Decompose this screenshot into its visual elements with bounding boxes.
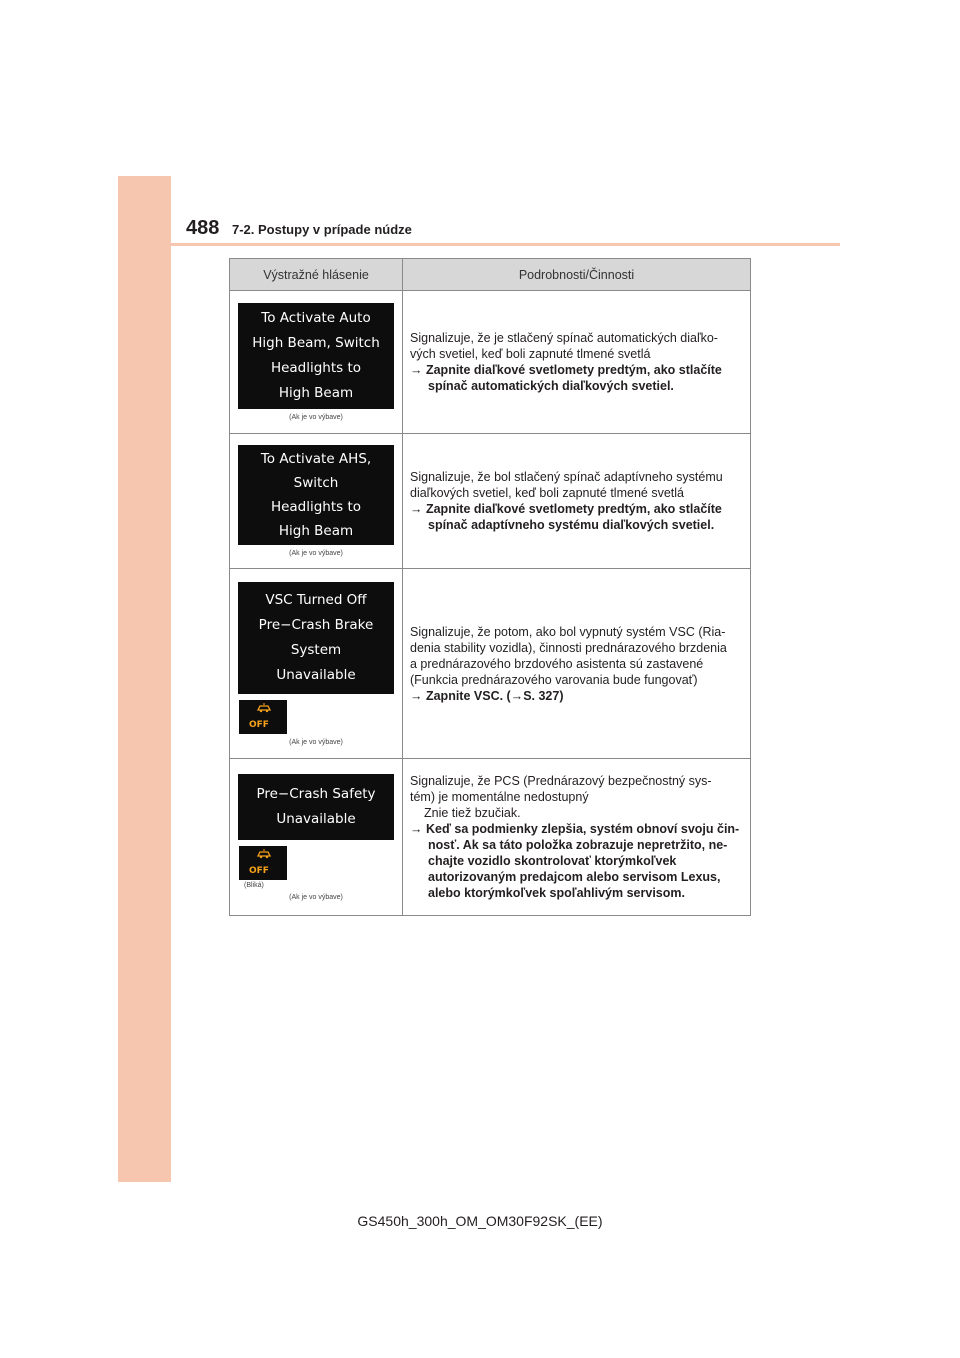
document-footer: GS450h_300h_OM_OM30F92SK_(EE) (357, 1213, 603, 1229)
screen-line: Unavailable (276, 666, 356, 683)
availability-note: (Ak je vo výbave) (289, 414, 343, 421)
warning-display-screen (238, 445, 394, 545)
screen-line: Unavailable (276, 810, 356, 827)
table-row (230, 569, 751, 759)
off-label: OFF (249, 865, 269, 876)
car-collision-icon (256, 703, 272, 713)
description-line: Signalizuje, že bol stlačený spínač adaptívneho systému (410, 470, 723, 484)
buzzer-note: Znie tiež bzučiak. (424, 806, 521, 820)
warning-display-screen (238, 582, 394, 694)
screen-line: Pre−Crash Brake (258, 616, 374, 633)
description-line: (Funkcia prednárazového varovania bude fungovať) (410, 672, 698, 687)
action-text: → Zapnite VSC. (→S. 327) (410, 688, 564, 703)
blink-note: (Bliká) (244, 881, 264, 889)
availability-note: (Ak je vo výbave) (289, 738, 343, 746)
side-color-band (118, 176, 171, 1182)
description-line: Signalizuje, že PCS (Prednárazový bezpečnostný sys- (410, 774, 712, 788)
screen-line: High Beam, Switch (252, 335, 380, 351)
description-line: a prednárazového brzdového asistenta sú zastavené (410, 656, 704, 671)
action-text: → Zapnite diaľkové svetlomety predtým, ako stlačíte spínač adaptívneho systému diaľkových svetiel. (410, 502, 722, 532)
warning-image-cell (230, 291, 403, 434)
description-line: diaľkových svetiel, keď boli zapnuté tlmené svetlá (410, 486, 684, 500)
warning-image-cell (230, 569, 403, 759)
description-line: vých svetiel, keď boli zapnuté tlmené svetlá (410, 347, 651, 361)
screen-line: High Beam (278, 523, 354, 539)
warning-display-screen (238, 303, 394, 409)
screen-line: Headlights to (270, 499, 362, 515)
screen-line: VSC Turned Off (265, 591, 367, 608)
section-title: 7-2. Postupy v prípade núdze (232, 222, 412, 237)
pcs-off-warning-icon (239, 846, 287, 880)
car-collision-icon (256, 849, 272, 859)
table-header-row (230, 259, 751, 291)
screen-line: To Activate AHS, (260, 451, 372, 467)
table-row (230, 759, 751, 916)
warning-table (229, 258, 751, 916)
warning-display-screen (238, 774, 394, 840)
header-rule (118, 243, 840, 246)
screen-line: Switch (293, 475, 339, 491)
details-cell (403, 291, 751, 434)
screen-line: Pre−Crash Safety (256, 785, 376, 802)
warning-image-cell (230, 759, 403, 916)
description-line: tém) je momentálne nedostupný (410, 790, 589, 804)
action-text: → Zapnite diaľkové svetlomety predtým, ako stlačíte spínač automatických diaľkových svetiel. (410, 363, 722, 393)
screen-line: To Activate Auto (261, 310, 371, 326)
pcs-off-warning-icon (239, 700, 287, 734)
action-text: → Keď sa podmienky zlepšia, systém obnoví svoju čin- nosť. Ak sa táto položka zobrazuje nepretržito, ne- chajte vozidlo skontrolovať ktorýmkoľvek autorizovaným predajcom alebo servisom Lexus, alebo ktorýmkoľvek spoľahlivým servisom. (410, 822, 740, 900)
warning-image-cell (230, 434, 403, 569)
description-line: Signalizuje, že je stlačený spínač automatických diaľko- (410, 331, 718, 345)
details-cell (403, 434, 751, 569)
availability-note: (Ak je vo výbave) (289, 550, 343, 557)
description-line: denia stability vozidla), činnosti prednárazového brzdenia (410, 640, 727, 655)
availability-note: (Ak je vo výbave) (289, 893, 343, 901)
off-label: OFF (249, 719, 269, 730)
table-row (230, 291, 751, 434)
screen-line: System (290, 641, 342, 658)
page-number: 488 (186, 217, 220, 239)
description-line: Signalizuje, že potom, ako bol vypnutý systém VSC (Ria- (410, 624, 726, 639)
details-cell (403, 759, 751, 916)
screen-line: High Beam (278, 385, 354, 401)
table-row (230, 434, 751, 569)
details-cell (403, 569, 751, 759)
column-header-details: Podrobnosti/Činnosti (403, 259, 751, 291)
column-header-warning: Výstražné hlásenie (230, 259, 403, 291)
screen-line: Headlights to (270, 360, 362, 376)
